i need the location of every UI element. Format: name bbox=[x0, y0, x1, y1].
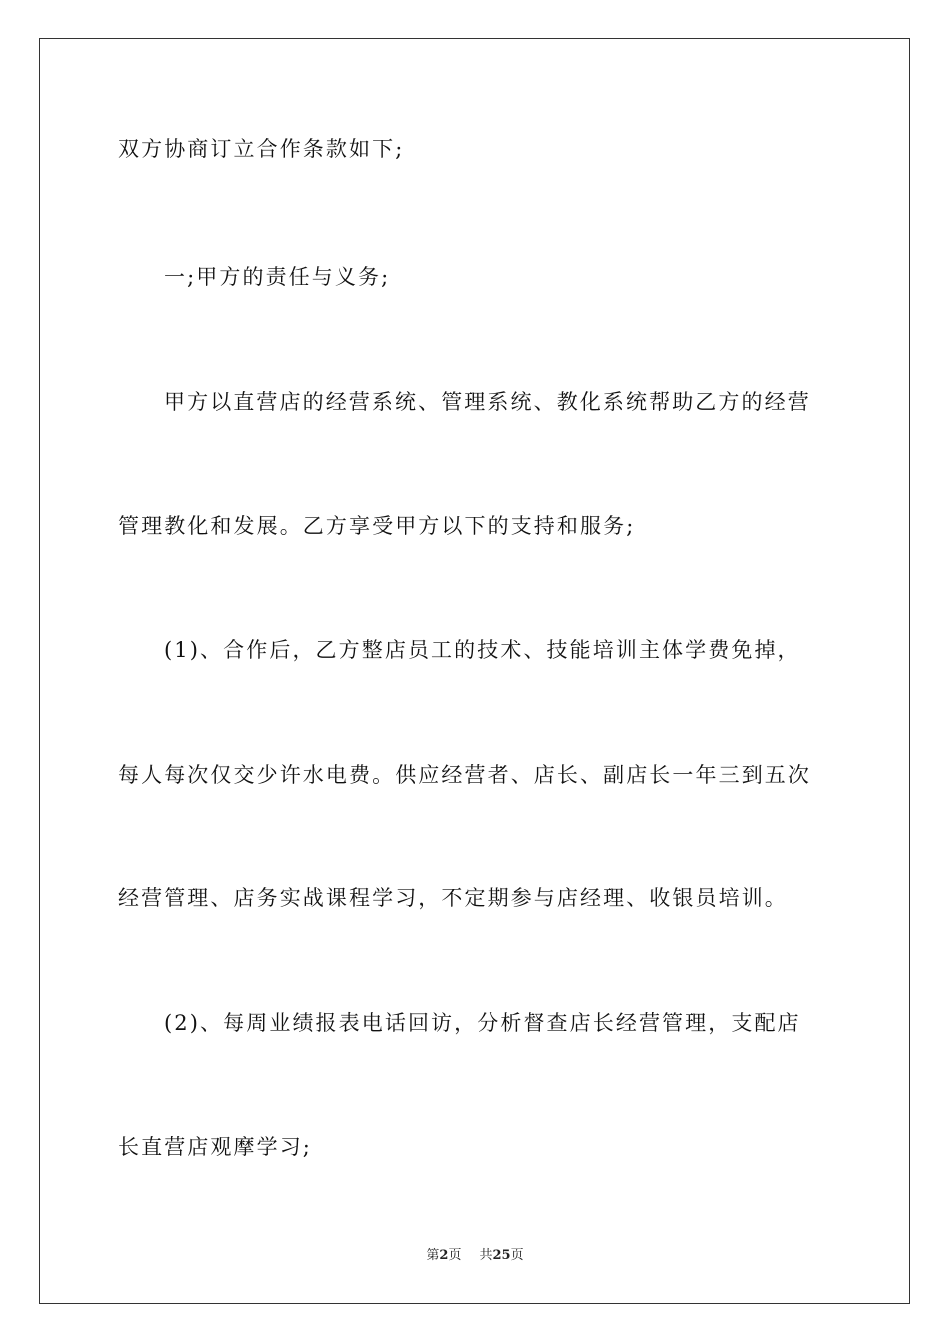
text-line-5: (1)、合作后，乙方整店员工的技术、技能培训主体学费免掉， bbox=[164, 638, 801, 662]
page-prefix: 第 bbox=[426, 1248, 440, 1263]
text-line-6: 每人每次仅交少许水电费。供应经营者、店长、副店长一年三到五次 bbox=[118, 763, 811, 787]
total-prefix: 共 bbox=[479, 1248, 493, 1263]
page-border bbox=[39, 38, 910, 1304]
text-line-3: 甲方以直营店的经营系统、管理系统、教化系统帮助乙方的经营 bbox=[164, 390, 811, 414]
page-number: 2 bbox=[439, 1248, 449, 1263]
total-suffix: 页 bbox=[510, 1248, 524, 1263]
page-suffix: 页 bbox=[448, 1248, 462, 1263]
text-line-4: 管理教化和发展。乙方享受甲方以下的支持和服务; bbox=[118, 514, 636, 538]
text-line-1: 双方协商订立合作条款如下; bbox=[118, 137, 405, 161]
total-pages: 25 bbox=[492, 1248, 511, 1263]
text-line-2: 一;甲方的责任与义务; bbox=[164, 265, 391, 289]
text-line-9: 长直营店观摩学习; bbox=[118, 1135, 312, 1159]
text-line-7: 经营管理、店务实战课程学习，不定期参与店经理、收银员培训。 bbox=[118, 886, 788, 910]
page-footer bbox=[0, 1247, 950, 1265]
text-line-8: (2)、每周业绩报表电话回访，分析督查店长经营管理，支配店 bbox=[164, 1011, 801, 1035]
